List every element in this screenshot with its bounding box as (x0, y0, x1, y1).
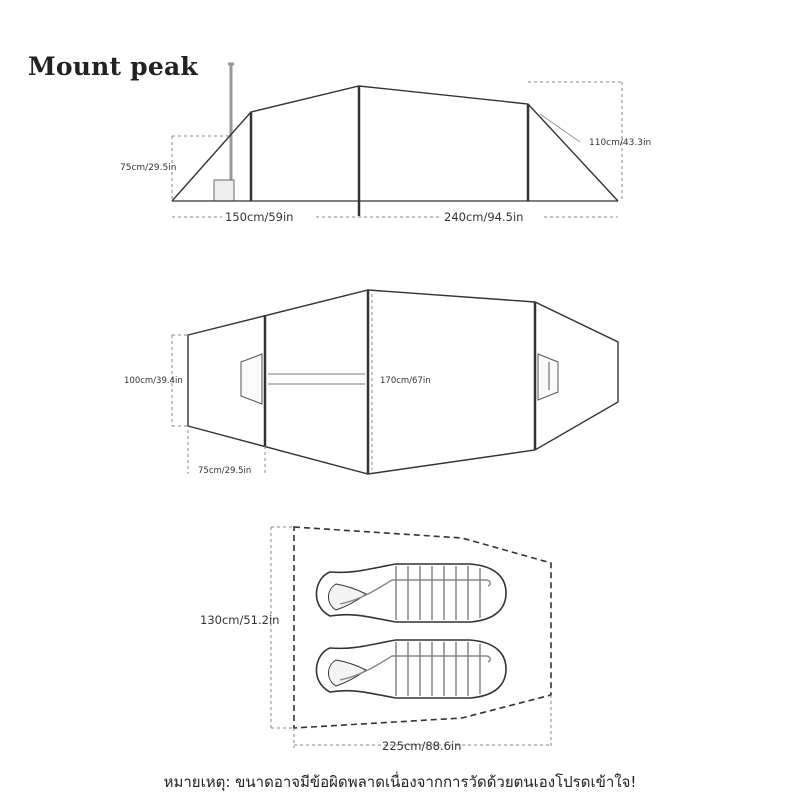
floor-width-label: 130cm/51.2in (200, 613, 280, 627)
sleeping-bag-bottom (316, 640, 506, 698)
length-left-label: 150cm/59in (225, 210, 294, 224)
vestibule-depth-label: 75cm/29.5in (198, 466, 252, 476)
height-left-label: 75cm/29.5in (120, 163, 177, 173)
pole-base (214, 180, 234, 201)
length-right-label: 240cm/94.5in (444, 210, 524, 224)
side-tent-outline (172, 86, 618, 201)
front-door-panel (241, 354, 262, 404)
side-view (172, 64, 622, 217)
width-left-label: 100cm/39.4in (124, 376, 183, 386)
disclaimer-note: หมายเหตุ: ขนาดอาจมีข้อผิดพลาดเนื่องจากการวัดด้วยตนเองโปรดเข้าใจ! (163, 773, 637, 791)
sleeping-bag-top (316, 564, 506, 622)
floor-view (271, 527, 551, 748)
rear-door-panel (538, 354, 558, 400)
floor-length-label: 225cm/88.6in (382, 739, 462, 753)
height-right-label: 110cm/43.3in (589, 138, 652, 148)
brand-title: Mount peak (28, 52, 198, 81)
width-center-label: 170cm/67in (380, 376, 431, 386)
